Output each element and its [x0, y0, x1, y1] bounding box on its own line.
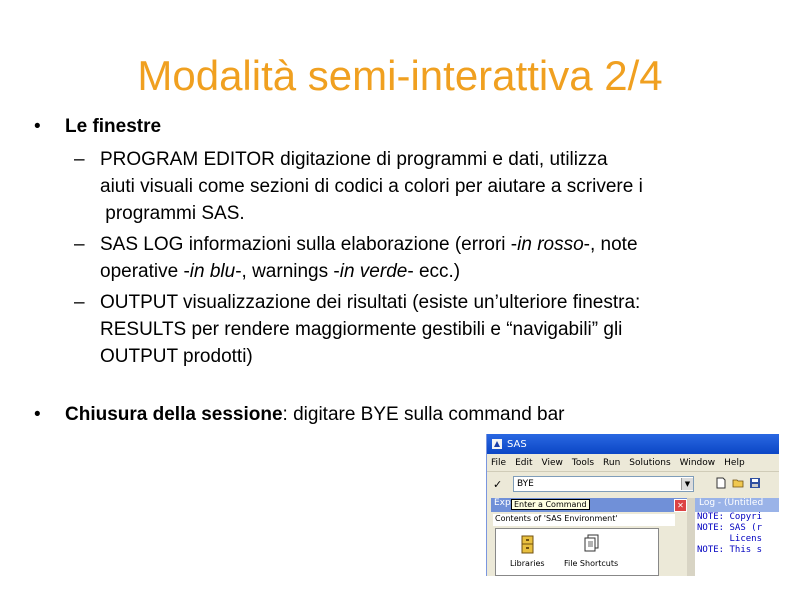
output-line-2: RESULTS per rendere maggiormente gestibili e “navigabili” gli [100, 319, 623, 340]
heading-chiusura: Chiusura della sessione [65, 404, 283, 425]
command-bar-input[interactable] [513, 476, 694, 492]
file-cabinet-icon [516, 533, 538, 555]
log-line: NOTE: SAS (r [697, 523, 763, 533]
explorer-title-bar [491, 498, 689, 512]
save-icon[interactable] [749, 477, 761, 489]
sas-toolbar [487, 472, 779, 496]
explorer-item-libraries[interactable] [510, 533, 545, 568]
dash-glyph: – [74, 149, 85, 170]
log-line: NOTE: Copyri [697, 512, 763, 522]
program-editor-line-2: aiuti visuali come sezioni di codici a colori per aiutare a scrivere i [100, 176, 643, 197]
scrollbar[interactable] [687, 498, 695, 576]
sas-menu-bar [487, 454, 779, 472]
explorer-item-file-shortcuts[interactable] [564, 533, 618, 568]
log-line: Licens [697, 534, 763, 544]
output-line-1: OUTPUT visualizzazione dei risultati (esiste un’ulteriore finestra: [100, 292, 641, 313]
sas-log-line-2: operative -in blu-, warnings -in verde- ecc.) [100, 261, 461, 282]
sas-window-screenshot [486, 434, 779, 576]
log-line: NOTE: This s [697, 545, 763, 555]
sas-title-bar [487, 434, 779, 454]
checkmark-icon[interactable]: ✓ [493, 477, 503, 491]
contents-label: Contents of 'SAS Environment' [493, 514, 675, 526]
open-folder-icon[interactable] [732, 477, 744, 489]
dash-glyph: – [74, 234, 85, 255]
file-shortcuts-icon [580, 533, 602, 555]
menu-window[interactable]: Window [679, 457, 716, 468]
explorer-pane [495, 528, 659, 576]
command-bar-value: BYE [517, 479, 534, 489]
log-window [695, 498, 779, 576]
close-icon[interactable]: ✕ [674, 499, 687, 512]
heading-le-finestre: Le finestre [65, 116, 162, 137]
sas-logo-icon [491, 438, 503, 450]
bullet-glyph: • [34, 116, 41, 137]
menu-help[interactable]: Help [724, 457, 745, 468]
explorer-item-label: File Shortcuts [564, 559, 619, 568]
program-editor-line-1: PROGRAM EDITOR digitazione di programmi e dati, utilizza [100, 149, 608, 170]
explorer-window [491, 498, 689, 576]
log-title: Log - (Untitled [695, 498, 779, 512]
slide-title: Modalità semi-interattiva 2/4 [137, 52, 663, 99]
dash-glyph: – [74, 292, 85, 313]
tooltip-enter-command: Enter a Command [511, 499, 590, 510]
sas-window-title: SAS [507, 438, 527, 450]
explorer-title: Exp [494, 498, 511, 508]
menu-run[interactable]: Run [603, 457, 621, 468]
chiusura-text: : digitare BYE sulla command bar [282, 404, 565, 425]
program-editor-line-3: programmi SAS. [100, 203, 245, 224]
explorer-item-label: Libraries [510, 559, 545, 568]
new-document-icon[interactable] [715, 477, 727, 489]
bullet-glyph: • [34, 404, 41, 425]
menu-tools[interactable]: Tools [571, 457, 595, 468]
output-line-3: OUTPUT prodotti) [100, 346, 253, 367]
menu-view[interactable]: View [541, 457, 563, 468]
chevron-down-icon[interactable]: ▼ [681, 478, 693, 490]
menu-edit[interactable]: Edit [515, 457, 533, 468]
menu-file[interactable]: File [491, 457, 507, 468]
menu-solutions[interactable]: Solutions [629, 457, 671, 468]
sas-log-line-1: SAS LOG informazioni sulla elaborazione (errori -in rosso-, note [100, 234, 638, 255]
